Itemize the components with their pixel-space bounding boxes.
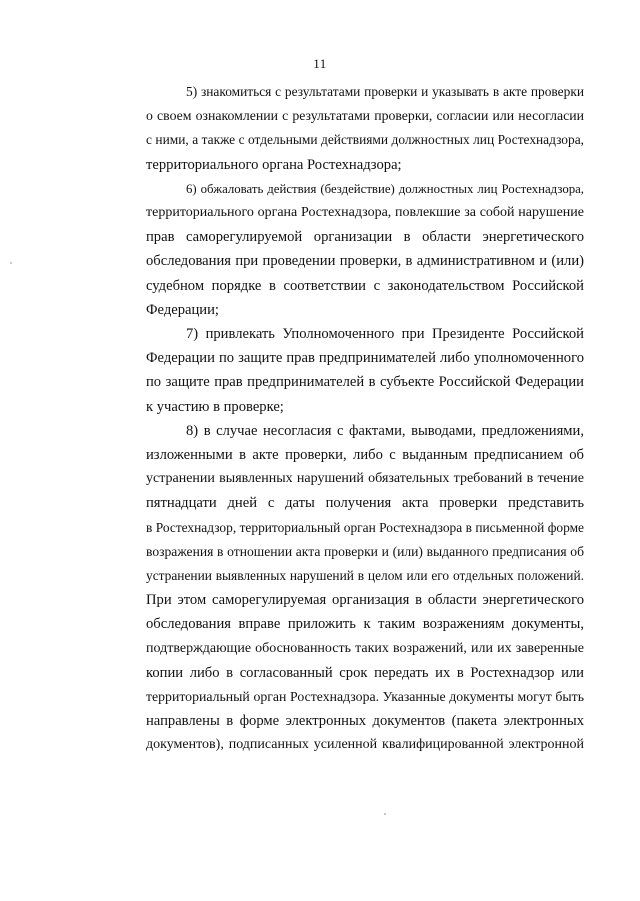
- text-line: устранении выявленных нарушений в целом или его отдельных положений.: [146, 568, 584, 584]
- text-line: изложенными в акте проверки, либо с выданным предписанием об: [146, 447, 584, 464]
- text-line: Федерации;: [146, 301, 219, 318]
- text-line: с ними, а также с отдельными действиями должностных лиц Ростехнадзора,: [146, 132, 584, 148]
- text-line: прав саморегулируемой организации в области энергетического: [146, 229, 584, 246]
- text-line: по защите прав предпринимателей в субъекте Российской Федерации: [146, 374, 584, 391]
- list-item-6: [106, 177, 584, 322]
- text-line: территориальный орган Ростехнадзора. Указанные документы могут быть: [146, 689, 584, 705]
- text-line: Федерации по защите прав предпринимателей либо уполномоченного: [146, 350, 584, 367]
- text-line: в Ростехнадзор, территориальный орган Ростехнадзора в письменной форме: [146, 519, 584, 535]
- text-line: документов), подписанных усиленной квалифицированной электронной: [146, 737, 584, 753]
- text-line: обследования при проведении проверки, в административном и (или): [146, 253, 584, 270]
- text-line: судебном порядке в соответствии с законодательством Российской: [146, 277, 584, 294]
- text-line: копии либо в согласованный срок передать их в Ростехнадзор или: [146, 664, 584, 681]
- text-line: обследования вправе приложить к таким возражениям документы,: [146, 616, 584, 633]
- text-line: подтверждающие обоснованность таких возражений, или их заверенные: [146, 640, 584, 656]
- text-line: направлены в форме электронных документов (пакета электронных: [146, 713, 584, 730]
- text-line: При этом саморегулируемая организация в области энергетического: [146, 592, 584, 609]
- text-line: пятнадцати дней с даты получения акта проверки представить: [146, 495, 584, 512]
- text-line: возражения в отношении акта проверки и (или) выданного предписания об: [146, 543, 584, 559]
- text-line: 8) в случае несогласия с фактами, выводами, предложениями,: [186, 422, 584, 439]
- list-item-7: [106, 322, 584, 419]
- text-line: к участию в проверке;: [146, 398, 284, 415]
- page-number: 11: [313, 56, 327, 71]
- text-line: 5) знакомиться с результатами проверки и указывать в акте проверки: [186, 84, 584, 99]
- scan-speck: [10, 262, 12, 264]
- list-item-5: [106, 80, 584, 177]
- list-item-8: [106, 419, 584, 758]
- document-body: [106, 80, 584, 758]
- text-line: 6) обжаловать действия (бездействие) должностных лиц Ростехнадзора,: [186, 181, 584, 196]
- text-line: о своем ознакомлении с результатами проверки, согласии или несогласии: [146, 108, 584, 124]
- text-line: территориального органа Ростехнадзора;: [146, 156, 402, 173]
- text-line: территориального органа Ростехнадзора, повлекшие за собой нарушение: [146, 205, 584, 221]
- text-line: устранении выявленных нарушений обязательных требований в течение: [146, 471, 584, 487]
- text-line: 7) привлекать Уполномоченного при Президенте Российской: [186, 326, 584, 343]
- scan-speck: [384, 813, 386, 815]
